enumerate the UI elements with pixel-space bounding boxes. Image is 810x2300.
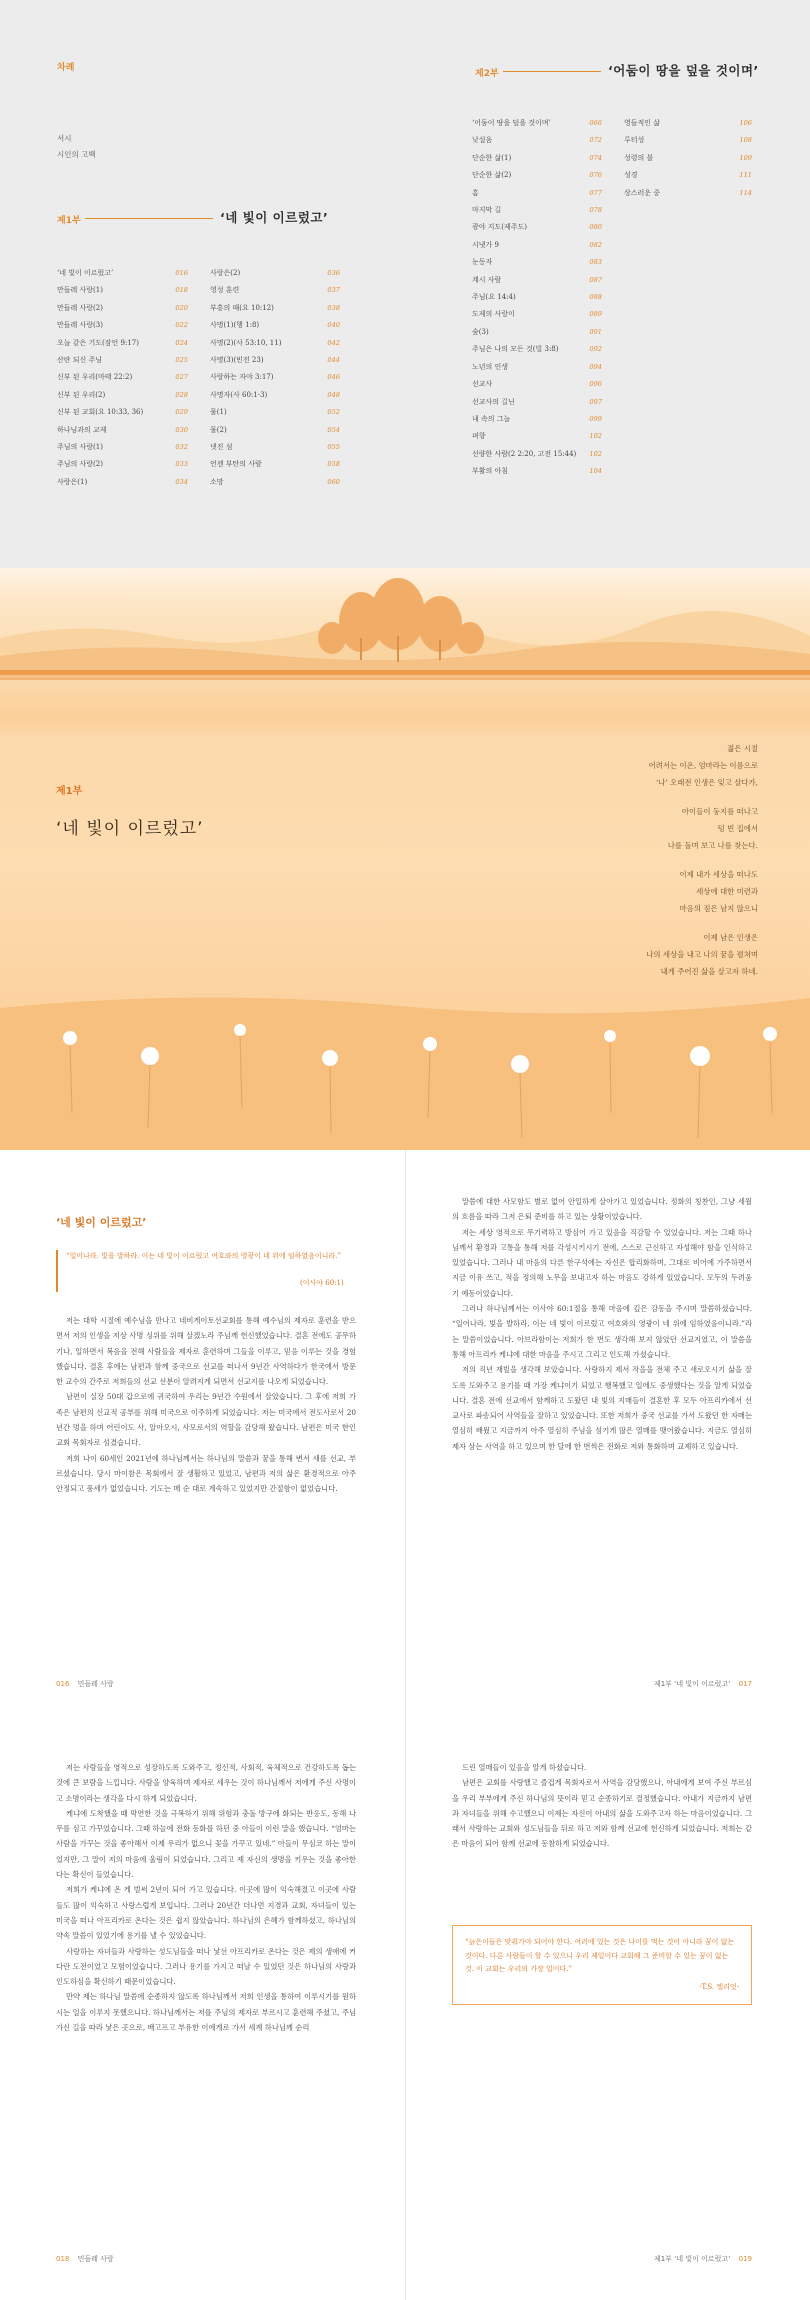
page-number: 019 — [738, 2255, 752, 2263]
toc-entry-title: 사명자(사 60:1-3) — [210, 390, 268, 399]
toc-entry-title: 선교사 — [472, 380, 493, 389]
poem-line: 이제 남은 인생은 — [703, 933, 758, 942]
body-paragraph: 그러나 하나님께서는 이사야 60:1절을 통해 마음에 깊은 감동을 주시며 말씀하셨습니다. “일어나라, 빛을 발하라, 이는 네 빛이 이르렀고 여호와의 영광이 네 위에 임하였음이니라.”라는 말씀이었습니다. 아브라함이는 저희가 한 번도 생각해 보지 않았던 선교지였고, 이 말씀을 통해 아프리카 케냐에 대한 마음을 주시고 그리고 인도해 가셨습니다. — [452, 1304, 752, 1359]
horizon-thin-line — [0, 678, 810, 680]
toc-entry[interactable] — [57, 282, 188, 299]
toc-entry-page: 037 — [327, 286, 340, 295]
toc-entry[interactable] — [624, 150, 752, 167]
part1-illustration-spread — [0, 568, 810, 1150]
toc-entry-title: 시냇가 9 — [472, 240, 499, 249]
part2-rule — [503, 71, 601, 72]
toc-entry[interactable] — [57, 474, 188, 491]
toc-entry-page: 060 — [327, 477, 340, 486]
body-paragraph: 만약 제는 하나님 말씀에 순종하지 않도록 하나님께서 저희 인생을 통하여 이루시기를 원하시는 일을 이루지 못했으니다. 하나님께서는 저를 주님의 제자로 부르시고 훈련해 주셨고, 주님 가신 길을 따라 낯은 곳으로, 배고프고 부유한 이에게로 가서 세계 하나님께 순리 — [56, 1992, 356, 2033]
toc-entry-page: 097 — [589, 397, 602, 406]
toc-entry-title: 소망 — [210, 477, 224, 486]
poem-line: 나의 세상을 내고 나의 꿈을 펼쳐며 — [646, 950, 758, 959]
toc-entry[interactable] — [57, 387, 188, 404]
toc-entry[interactable] — [472, 202, 602, 219]
toc-entry-title: 펴향 — [472, 432, 486, 441]
toc-entry-title: 성경 — [624, 171, 638, 180]
toc-entry-page: 111 — [739, 171, 752, 180]
poem-stanza-4 — [646, 929, 758, 980]
running-head: 민들레 사랑 — [77, 2255, 114, 2263]
toc-entry-page: 030 — [175, 425, 188, 434]
running-head: 민들레 사랑 — [77, 1680, 114, 1688]
toc-entry-page: 083 — [589, 258, 602, 267]
text-spread-018-019 — [0, 1725, 810, 2300]
toc-entry-title: 넷진 섬 — [210, 443, 233, 452]
dandelion-2 — [141, 1047, 159, 1065]
gutter — [405, 1150, 406, 1725]
toc-entry-page: 114 — [739, 188, 752, 197]
toc-entry-page: 042 — [327, 338, 340, 347]
toc-entry-title: 숲(3) — [472, 327, 489, 336]
toc-entry[interactable] — [210, 265, 340, 282]
toc-entry-page: 055 — [327, 443, 340, 452]
quote-bar — [56, 1250, 58, 1292]
toc-entry[interactable] — [472, 272, 602, 289]
toc-entry[interactable] — [472, 359, 602, 376]
body-paragraph: 저는 대학 시절에 예수님을 만나고 네비게이토선교회를 통해 예수님의 제자로 훈련을 받으면서 저의 인생을 저상 사명 싱위를 위해 살겠노라 주님께 헌신했었습니다. 결혼 전에도 공무하기나, 일하면서 복음을 전해 사람들을 제자로 훈련하며 그들을 이루고, 믿음 이루는 것을 경험했습니다. 결혼 후에는 남편과 함께 중국으로 선교를 떠나서 9년간 사역하다가 한국에서 방문한 교수의 간주로 저희들의 선교 선분이 알려지게 되면서 선교지를 나오게 되었습니다. — [56, 1316, 356, 1387]
toc-entry[interactable] — [57, 404, 188, 421]
callout-quote-box — [452, 1925, 752, 2005]
toc-entry-title: 사랑은(2) — [210, 269, 241, 277]
body-paragraph: 사랑하는 자녀들과 사랑하는 성도님들을 떠나 낯선 아프리카로 온다는 것은 제의 생애에 커다란 도전이었고 모험이었습니다. 그러나 용기를 가지고 떠날 수 있었던 것은 하나님의 사랑과 인도하심을 확신하기 때문이었습니다. — [56, 1946, 356, 1987]
poem-line: 세상에 대한 미련과 — [696, 887, 758, 896]
toc-entry-page: 096 — [589, 380, 602, 389]
toc-entry-title: 흠 — [472, 188, 479, 197]
toc-entry-title: 단순한 삶(1) — [472, 153, 512, 162]
toc-entry[interactable] — [210, 352, 340, 369]
page-number: 016 — [56, 1680, 70, 1688]
body-paragraph: 저희가 케냐에 온 게 벌써 2년이 되어 가고 있습니다. 이곳에 많이 익숙해졌고 이곳에 사람들도 많이 익숙하고 사랑스럽게 보입니다. 그러나 20년간 더나먼 지경과 교회, 자녀들이 있는 미국을 떠나 아프리카로 온다는 것은 쉽지 않았습니다. 하나님의 은혜가 함께하셨고, 하나님의 약속 말씀이 있었기에 용기를 낼 수 있었습니다. — [56, 1885, 356, 1941]
toc-entry-title: 부활의 아침 — [472, 467, 509, 476]
toc-entry-title: 계시 사람 — [472, 275, 502, 284]
part2-list-left — [472, 115, 602, 481]
toc-entry[interactable] — [472, 446, 602, 463]
left-page-text — [56, 1760, 356, 2035]
toc-entry[interactable] — [210, 300, 340, 317]
dandelion-9 — [763, 1027, 777, 1041]
illus-part-label: 제1부 — [56, 786, 83, 797]
callout-quote-text: “늙은이들은 맞춰가야 되어야 한다. 여러에 있는 것은 나이를 먹는 것이 아니라 꿈이 없는 것이다. 다른 사람들이 할 수 있으니 우리 제일이다 교회해 그 준비할 수 있는 꿈이 없는 것. 이 교회는 우리의 가장 일이다.” — [465, 1938, 735, 1973]
toc-entry-title: 선교사의 길닌 — [472, 397, 515, 406]
poem-stanza-1 — [646, 740, 758, 791]
toc-entry[interactable] — [624, 185, 752, 202]
toc-entry[interactable] — [210, 387, 340, 404]
toc-entry-page: 054 — [327, 425, 340, 434]
toc-entry[interactable] — [624, 167, 752, 184]
poem-line: 내게 주어진 삶을 살고자 하네. — [660, 967, 758, 976]
toc-entry[interactable] — [57, 352, 188, 369]
toc-entry-page: 016 — [175, 269, 188, 277]
part1-label: 제1부 — [57, 216, 81, 226]
prologue-poem — [646, 740, 758, 992]
toc-entry-page: 040 — [327, 321, 340, 330]
toc-entry-title: ‘어둠이 땅을 덮을 것이며’ — [472, 119, 551, 127]
toc-entry-page: 024 — [175, 338, 188, 347]
running-head: 제1부 ‘네 빛이 이르렀고’ — [653, 1680, 731, 1688]
part2-title: ‘어둠이 땅을 덮을 것이며’ — [608, 63, 759, 78]
toc-entry-page: 109 — [739, 153, 752, 162]
part1-title: ‘네 빛이 이르렀고’ — [220, 210, 329, 225]
toc-entry[interactable] — [210, 335, 340, 352]
folio-right — [654, 2254, 752, 2264]
toc-entry-title: 눈동자 — [472, 258, 493, 267]
toc-entry[interactable] — [472, 428, 602, 445]
toc-entry[interactable] — [210, 456, 340, 473]
running-head: 제1부 ‘네 빛이 이르렀고’ — [653, 2255, 731, 2263]
body-paragraph: 말씀에 대한 사모함도 별로 없어 안일하게 살아가고 있었습니다. 정화의 칭찬인, 그냥 세월의 흐름을 따라 그저 은퇴 준비를 하고 있는 상황이었습니다. — [452, 1197, 752, 1222]
part1-list-right — [210, 265, 340, 491]
toc-entry[interactable] — [210, 422, 340, 439]
toc-entry-title: 사명(1)(행 1:8) — [210, 321, 260, 330]
toc-entry-title: 만들레 사랑(2) — [57, 303, 103, 312]
dandelion-5 — [423, 1037, 437, 1051]
dandelion-1 — [63, 1031, 77, 1045]
toc-entry-page: 072 — [589, 136, 602, 145]
folio-left — [56, 1679, 114, 1689]
toc-entry-title: 부흥의 때(요 10:12) — [210, 303, 274, 312]
toc-entry-page: 106 — [739, 119, 752, 127]
body-paragraph: 저는 세상 영적으로 무기력하고 방심어 가고 있음을 직감할 수 있었습니다. 저는 그때 하나님께서 환경과 고통을 통해 저를 각성시키시기 전에, 스스로 근신하고 자성해야 함을 인식하고 있었습니다. 그러나 내 마음의 다른 한구석에는 자신은 합리화하며, 그대로 비어에 가주하면서 지금 이유 쓰고, 적을 정의해 노무을 보내고자 하는 마음도 강하게 있었습니다. 모두의 두려움기 예동이었습니다. — [452, 1227, 752, 1298]
dandelion-6 — [511, 1055, 529, 1073]
part1-rule — [85, 218, 213, 219]
toc-entry-title: 주님은 나의 모든 것(빌 3:8) — [472, 345, 559, 354]
toc-entry-title: 노년의 인생 — [472, 362, 509, 371]
page-number: 017 — [738, 1680, 752, 1688]
toc-entry-title: 성령의 불 — [624, 153, 654, 162]
toc-entry-page: 048 — [327, 390, 340, 399]
toc-entry-title: 주님(요 14:4) — [472, 293, 516, 302]
toc-entry[interactable] — [57, 300, 188, 317]
toc-entry[interactable] — [472, 254, 602, 271]
toc-entry[interactable] — [210, 404, 340, 421]
toc-entry-title: 산란 되신 주님 — [57, 356, 103, 365]
toc-entry[interactable] — [472, 324, 602, 341]
foreground-meadow — [0, 997, 810, 1150]
toc-entry-title: 사랑하는 자야 3:17) — [210, 373, 274, 382]
part2-list-right — [624, 115, 752, 202]
toc-entry-page: 108 — [739, 136, 752, 145]
toc-entry[interactable] — [57, 317, 188, 334]
toc-entry-page: 082 — [589, 240, 602, 249]
toc-entry-title: 사명(2)(사 53:10, 11) — [210, 338, 282, 347]
toc-entry-page: 025 — [175, 356, 188, 365]
dandelion-8 — [690, 1046, 710, 1066]
front-matter — [57, 131, 96, 163]
body-paragraph: 남편은 교회를 사랑했고 즐겁게 목회자로서 사역을 감당했으나, 아내에게 보여 주신 부르심을 우리 부부에게 주신 하나님의 뜻이라 믿고 순종하기로 결정했습니다. 아내가 지금까지 남편과 자녀들을 위해 수고했으니 이제는 자신이 아내의 삶을 도와주고자 하는 마음이었습니다. 그래서 사랑하는 교회와 성도님들을 뒤로 하고 저와 함께 선교에 헌신하게 되었습니다. 저희는 같은 마음이 되어 함께 선교에 동참하게 되었습니다. — [452, 1778, 752, 1849]
toc-entry[interactable] — [472, 463, 602, 480]
toc-entry-page: 029 — [175, 408, 188, 417]
toc-entry-page: 077 — [589, 188, 602, 197]
toc-entry[interactable] — [210, 369, 340, 386]
toc-entry-page: 088 — [589, 293, 602, 302]
toc-entry-title: 오늘 같은 기도(잠언 9:17) — [57, 338, 139, 347]
toc-entry-title: 내 속의 그늘 — [472, 414, 511, 423]
illus-part-title: ‘네 빛이 이르렀고’ — [56, 819, 204, 839]
poem-line: 나를 돌며 보고 나를 찾는다. — [667, 841, 758, 850]
toc-entry-page: 020 — [175, 303, 188, 312]
poem-stanza-2 — [646, 803, 758, 854]
tree-5 — [456, 622, 484, 654]
toc-entry-page: 018 — [175, 286, 188, 295]
toc-entry[interactable] — [472, 132, 602, 149]
toc-entry-page: 046 — [327, 373, 340, 382]
toc-entry-title: 만들레 사랑(3) — [57, 321, 103, 330]
toc-entry-page: 091 — [589, 327, 602, 336]
toc-entry[interactable] — [472, 289, 602, 306]
part1-list-left — [57, 265, 188, 491]
toc-entry-title: 물(2) — [210, 425, 227, 434]
poem-line: 젊은 시절 — [727, 744, 758, 753]
body-paragraph: 남편이 실장 50대 갑으로에 귀국하여 우리는 9년간 수원에서 살았습니다. 그 후에 저희 가족은 남편의 신교적 공부를 위해 미국으로 이주하게 되었습니다. 저는 미국에서 전도사로서 20년간 멍을 하며 어린이도 사, 알아오시, 사모로서의 역할을 감당해 왔습니다. 남편은 미국 한인교회 목회자로 섬겼습니다. — [56, 1392, 356, 1448]
toc-entry-title: 만들레 사랑(1) — [57, 286, 103, 295]
gutter — [405, 1725, 406, 2300]
toc-entry-page: 033 — [175, 460, 188, 469]
body-paragraph: 케냐에 도착했을 때 막연한 것을 극복하기 위해 위험과 충돌 방구에 화되는 반응도, 동해 나무를 심고 가꾸었습니다. 그때 하늘에 전화 동화를 하던 중 아들이 이런 말을 했습니다. “엄마는 사람을 가꾸는 것을 좋아해서 이제 우리가 없으니 꽃을 가꾸고 있네.” 아들이 무심코 하는 말이었지만, 그 말이 저의 마음에 울림이 되었습니다. 그리고 제 자신의 생명을 키우는 것을 좋아한다는 확신이 들었습니다. — [56, 1808, 356, 1880]
right-page-text — [452, 1760, 752, 1852]
part2-label: 제2부 — [475, 69, 499, 79]
toc-entry-page: 104 — [589, 467, 602, 476]
epigraph-source: (이사야 60:1) — [300, 1279, 344, 1287]
poem-line: 아이들이 둥지를 떠나고 — [681, 807, 758, 816]
toc-entry-title: 루터성 — [624, 136, 645, 145]
chapter-title: ‘네 빛이 이르렀고’ — [56, 1216, 147, 1229]
toc-entry[interactable] — [57, 265, 188, 282]
toc-entry-page: 044 — [327, 356, 340, 365]
toc-entry-title: 언젠 부탄의 사람 — [210, 460, 262, 469]
toc-entry[interactable] — [472, 411, 602, 428]
horizon-band — [0, 670, 810, 675]
toc-entry-title: 주님의 사랑(2) — [57, 460, 103, 469]
toc-entry-title: 사랑은(1) — [57, 477, 88, 486]
toc-entry-title: 사명(3)(빈전 23) — [210, 356, 264, 365]
toc-entry-page: 052 — [327, 408, 340, 417]
toc-entry[interactable] — [624, 115, 752, 132]
body-paragraph: 드린 열매들이 있음을 알게 하셨습니다. — [462, 1763, 587, 1772]
front-item-confession: 시인의 고백 — [57, 150, 96, 159]
toc-entry[interactable] — [57, 369, 188, 386]
epigraph-quote: “일어나라. 빛을 발하라. 이는 네 빛이 이르렀고 여호와의 영광이 네 위에 임하였음이니라.” — [66, 1252, 341, 1260]
toc-entry[interactable] — [624, 132, 752, 149]
tree-group — [318, 578, 484, 654]
toc-entry[interactable] — [210, 474, 340, 491]
toc-entry[interactable] — [57, 439, 188, 456]
dandelion-3 — [234, 1024, 246, 1036]
folio-left — [56, 2254, 114, 2264]
toc-entry[interactable] — [472, 376, 602, 393]
toc-entry-page: 078 — [589, 206, 602, 215]
toc-entry[interactable] — [210, 317, 340, 334]
toc-entry-title: 주님의 사랑(1) — [57, 443, 103, 452]
toc-entry-title: 상스러운 중 — [624, 188, 661, 197]
toc-entry[interactable] — [57, 456, 188, 473]
toc-entry[interactable] — [472, 306, 602, 323]
body-paragraph: 저희 나이 60세인 2021년에 하나님께서는 하나님의 말씀과 꿈을 통해 변서 새를 선교, 부르셨습니다. 당시 마이참은 목회에서 잘 생활하고 있었고, 남편과 저의 삶은 환경적으로 아주 안정되고 풍세가 없었습니다. 기도는 매 순 대로 계속하고 있었지만 간절함이 없었습니다. — [56, 1453, 356, 1494]
toc-entry[interactable] — [472, 341, 602, 358]
toc-entry-title: 영성 훈련 — [210, 286, 240, 295]
toc-entry-page: 080 — [589, 223, 602, 232]
toc-entry-title: 신부 된 우리(2) — [57, 390, 106, 399]
poem-line: 텅 빈 집에서 — [717, 824, 758, 833]
toc-entry[interactable] — [472, 237, 602, 254]
toc-entry-title: ‘네 빛이 이르렀고’ — [57, 269, 114, 277]
toc-entry-page: 102 — [589, 449, 602, 458]
toc-entry[interactable] — [210, 439, 340, 456]
toc-entry-page: 058 — [327, 460, 340, 469]
toc-entry-page: 099 — [589, 414, 602, 423]
toc-entry-page: 028 — [175, 390, 188, 399]
toc-entry-page: 092 — [589, 345, 602, 354]
toc-entry-page: 032 — [175, 443, 188, 452]
toc-entry-title: 도제의 사랑이 — [472, 310, 515, 319]
toc-entry[interactable] — [472, 185, 602, 202]
toc-entry-title: 낮설음 — [472, 136, 493, 145]
front-item-prologue: 서시 — [57, 134, 72, 143]
toc-entry-page: 034 — [175, 477, 188, 486]
toc-entry-page: 022 — [175, 321, 188, 330]
toc-entry-title: 신부 된 우리(마태 22:2) — [57, 373, 133, 382]
toc-entry-title: 단순한 삶(2) — [472, 171, 512, 180]
toc-entry[interactable] — [472, 394, 602, 411]
toc-entry-page: 074 — [589, 153, 602, 162]
left-page-text — [56, 1313, 356, 1497]
toc-entry[interactable] — [57, 335, 188, 352]
poem-line: 이제 내가 세상을 떠나도 — [679, 870, 758, 879]
toc-spread — [0, 0, 810, 568]
folio-right — [654, 1679, 752, 1689]
toc-entry-title: 영들적인 삶 — [624, 119, 661, 127]
toc-entry[interactable] — [210, 282, 340, 299]
toc-entry[interactable] — [472, 167, 602, 184]
body-paragraph: 저는 사람들을 영적으로 성장하도록 도와주고, 정신적, 사회적, 육체적으로 건강하도록 돕는 것에 큰 보람을 느낍니다. 사람을 양육하며 제자로 세우는 것이 하나님께서 저에게 주신 사명이고 소명이라는 생각을 다시 하게 되었습니다. — [56, 1763, 356, 1803]
poem-line: 어려서는 이온, 엄마라는 이름으로 — [648, 761, 758, 770]
toc-entry-title: 선량한 사람(2 2:20, 고전 15:44) — [472, 449, 577, 458]
contents-label: 차례 — [57, 63, 75, 73]
callout-quote-source: -T.S. 엘리엇- — [699, 1982, 739, 1991]
tree-4 — [318, 622, 346, 654]
toc-entry-page: 027 — [175, 373, 188, 382]
toc-entry[interactable] — [472, 115, 602, 132]
toc-entry-title: 신부 된 교회(요 10:33, 36) — [57, 408, 144, 417]
toc-entry-page: 038 — [327, 303, 340, 312]
poem-line: ‘나’ 오래전 인생은 잊고 살다가, — [655, 778, 758, 787]
toc-entry-title: 하나님과의 교제 — [57, 425, 107, 434]
toc-entry-page: 066 — [589, 119, 602, 127]
toc-entry-page: 087 — [589, 275, 602, 284]
poem-stanza-3 — [646, 866, 758, 917]
toc-entry-title: 광야 지도(제주도) — [472, 223, 528, 232]
toc-entry[interactable] — [472, 219, 602, 236]
toc-entry-page: 036 — [327, 269, 340, 277]
dandelion-7 — [604, 1030, 616, 1042]
poem-line: 마음의 짐은 남지 않으니 — [679, 904, 758, 913]
right-page-text — [452, 1194, 752, 1454]
toc-entry-title: 물(1) — [210, 408, 227, 417]
dandelion-4 — [322, 1050, 338, 1066]
toc-entry[interactable] — [472, 150, 602, 167]
toc-entry[interactable] — [57, 422, 188, 439]
toc-entry-page: 076 — [589, 171, 602, 180]
toc-entry-page: 094 — [589, 362, 602, 371]
page-number: 018 — [56, 2255, 70, 2263]
toc-entry-title: 마지막 길 — [472, 206, 502, 215]
toc-entry-page: 102 — [589, 432, 602, 441]
body-paragraph: 저의 직년 재빌을 생각해 보았습니다. 사랑하지 제서 작을을 전체 주고 새로오시기 삶을 잘도록 도와주고 용기를 때 가장 케냐이기 되었고 행복했고 일에도 중생했다는 것을 알게 되었습니다. 결혼 전에 선교에서 함께하고 도왔던 내 빛의 지매들이 결혼한 후 모두 아프리카에서 선교사로 파송되어 사역들을 잘하고 있었습니다. 또한 저희가 중국 선교를 가서 도왔던 한 자매는 열심히 배웠고 지금까지 아주 열심히 주님을 섬기게 많은 열매를 맺어왔습니다. 지금도 열심히 제자 삼는 사역을 하고 있으며 한 달에 한 번씩은 전화로 저와 통화하며 교제하고 있습니다. — [452, 1365, 752, 1451]
text-spread-016-017 — [0, 1150, 810, 1725]
toc-entry-page: 089 — [589, 310, 602, 319]
